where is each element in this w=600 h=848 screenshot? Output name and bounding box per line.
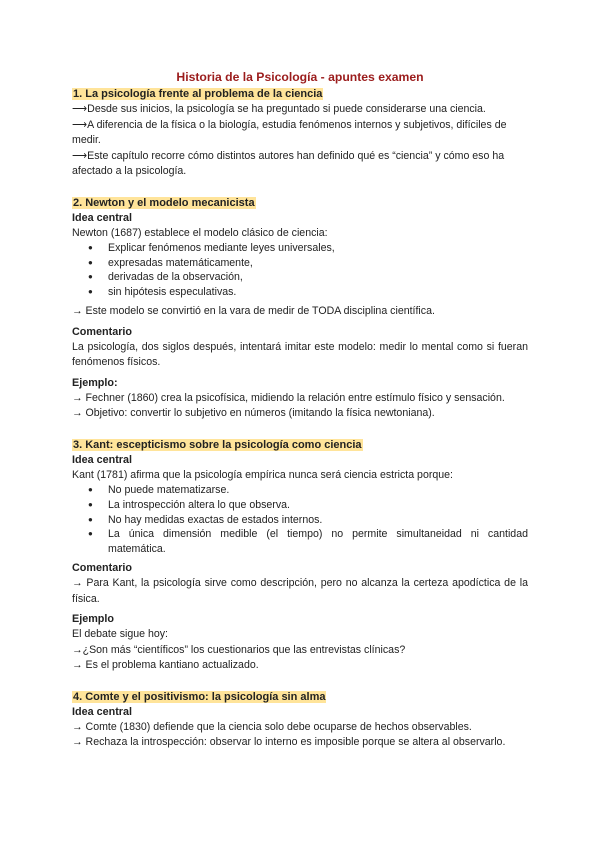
list-item: ● No hay medidas exactas de estados internos.	[108, 513, 528, 528]
s3-idea-text: Kant (1781) afirma que la psicología empírica nunca será ciencia estricta porque:	[72, 468, 453, 481]
s2-example-1: → Fechner (1860) crea la psicofísica, midiendo la relación entre estímulo físico y sensación.	[72, 391, 505, 404]
s3-example-label: Ejemplo	[72, 613, 114, 626]
s4-paragraph-1: → Comte (1830) defiende que la ciencia solo debe ocuparse de hechos observables.	[72, 720, 472, 733]
list-item: ● Explicar fenómenos mediante leyes universales,	[108, 241, 528, 256]
section-2-heading: 2. Newton y el modelo mecanicista	[73, 196, 255, 209]
s3-example-2: → Es el problema kantiano actualizado.	[72, 659, 259, 672]
list-item: ● La única dimensión medible (el tiempo) no permite simultaneidad ni cantidad matemática.	[108, 527, 528, 556]
s3-example-intro: El debate sigue hoy:	[72, 628, 169, 641]
section-1	[72, 87, 528, 180]
s3-comment-text: → Para Kant, la psicología sirve como descripción, pero no alcanza la certeza apodíctica de la física.	[72, 577, 528, 605]
s2-example-label: Ejemplo:	[72, 376, 118, 389]
s2-idea-text: Newton (1687) establece el modelo clásico de ciencia:	[72, 226, 328, 239]
section-2	[72, 196, 528, 422]
s2-comment-text: La psicología, dos siglos después, intentará imitar este modelo: medir lo mental como si fueran fenómenos físicos.	[72, 340, 528, 369]
section-3-heading: 3. Kant: escepticismo sobre la psicología como ciencia	[73, 438, 362, 451]
s3-comment-label: Comentario	[72, 562, 132, 575]
s2-example-2: → Objetivo: convertir lo subjetivo en números (imitando la física newtoniana).	[72, 407, 435, 420]
section-3	[72, 438, 528, 674]
s2-idea-label: Idea central	[72, 211, 133, 224]
section-1-heading: 1. La psicología frente al problema de la ciencia	[73, 88, 323, 100]
list-item: ● No puede matematizarse.	[108, 483, 528, 498]
s2-bullet-list	[72, 241, 528, 299]
s1-paragraph-1: ⟶Desde sus inicios, la psicología se ha preguntado si puede considerarse una ciencia.	[72, 103, 486, 115]
s2-comment-label: Comentario	[72, 325, 132, 338]
list-item: ● sin hipótesis especulativas.	[108, 285, 528, 300]
list-item: ● derivadas de la observación,	[108, 270, 528, 285]
s4-idea-label: Idea central	[72, 705, 133, 718]
document-title: Historia de la Psicología - apuntes examen	[176, 70, 424, 84]
s1-paragraph-3: ⟶Este capítulo recorre cómo distintos autores han definido qué es “ciencia” y cómo eso ha afectado a la psicología.	[72, 149, 505, 177]
s3-idea-label: Idea central	[72, 453, 133, 466]
list-item: ● La introspección altera lo que observa.	[108, 498, 528, 513]
list-item: ● expresadas matemáticamente,	[108, 256, 528, 271]
s3-example-1: →¿Son más “científicos” los cuestionarios que las entrevistas clínicas?	[72, 643, 406, 656]
s3-bullet-list	[72, 483, 528, 556]
section-4-heading: 4. Comte y el positivismo: la psicología sin alma	[73, 690, 326, 703]
s4-paragraph-2: → Rechaza la introspección: observar lo interno es imposible porque se altera al observarlo.	[72, 736, 506, 749]
section-4	[72, 690, 528, 751]
s1-paragraph-2: ⟶A diferencia de la física o la biología, estudia fenómenos internos y subjetivos, difíciles de medir.	[72, 118, 507, 146]
s2-conclusion: → Este modelo se convirtió en la vara de medir de TODA disciplina científica.	[72, 305, 435, 318]
